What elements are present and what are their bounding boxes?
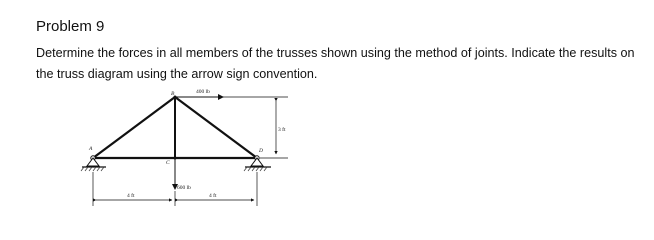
pin-support-d xyxy=(244,158,271,171)
problem-statement: Determine the forces in all members of the trusses shown using the method of joints. Indicate the results on the truss diagram using the arrow sign convention. xyxy=(36,46,635,81)
node-label-a: A xyxy=(89,146,93,152)
load-label-horizontal: 400 lb xyxy=(196,89,210,95)
right-span-label: 4 ft xyxy=(209,193,217,199)
load-label-vertical: 600 lb xyxy=(177,185,191,191)
left-span-label: 4 ft xyxy=(127,193,135,199)
height-dimension xyxy=(177,97,288,158)
pin-support-a xyxy=(81,158,106,171)
problem-title: Problem 9 xyxy=(36,18,105,35)
node-label-c: C xyxy=(166,160,170,166)
node-label-b: B xyxy=(171,91,175,97)
member-bd xyxy=(175,97,257,158)
height-dimension-label: 3 ft xyxy=(278,127,286,133)
node-label-d: D xyxy=(259,148,263,154)
member-ab xyxy=(93,97,175,158)
